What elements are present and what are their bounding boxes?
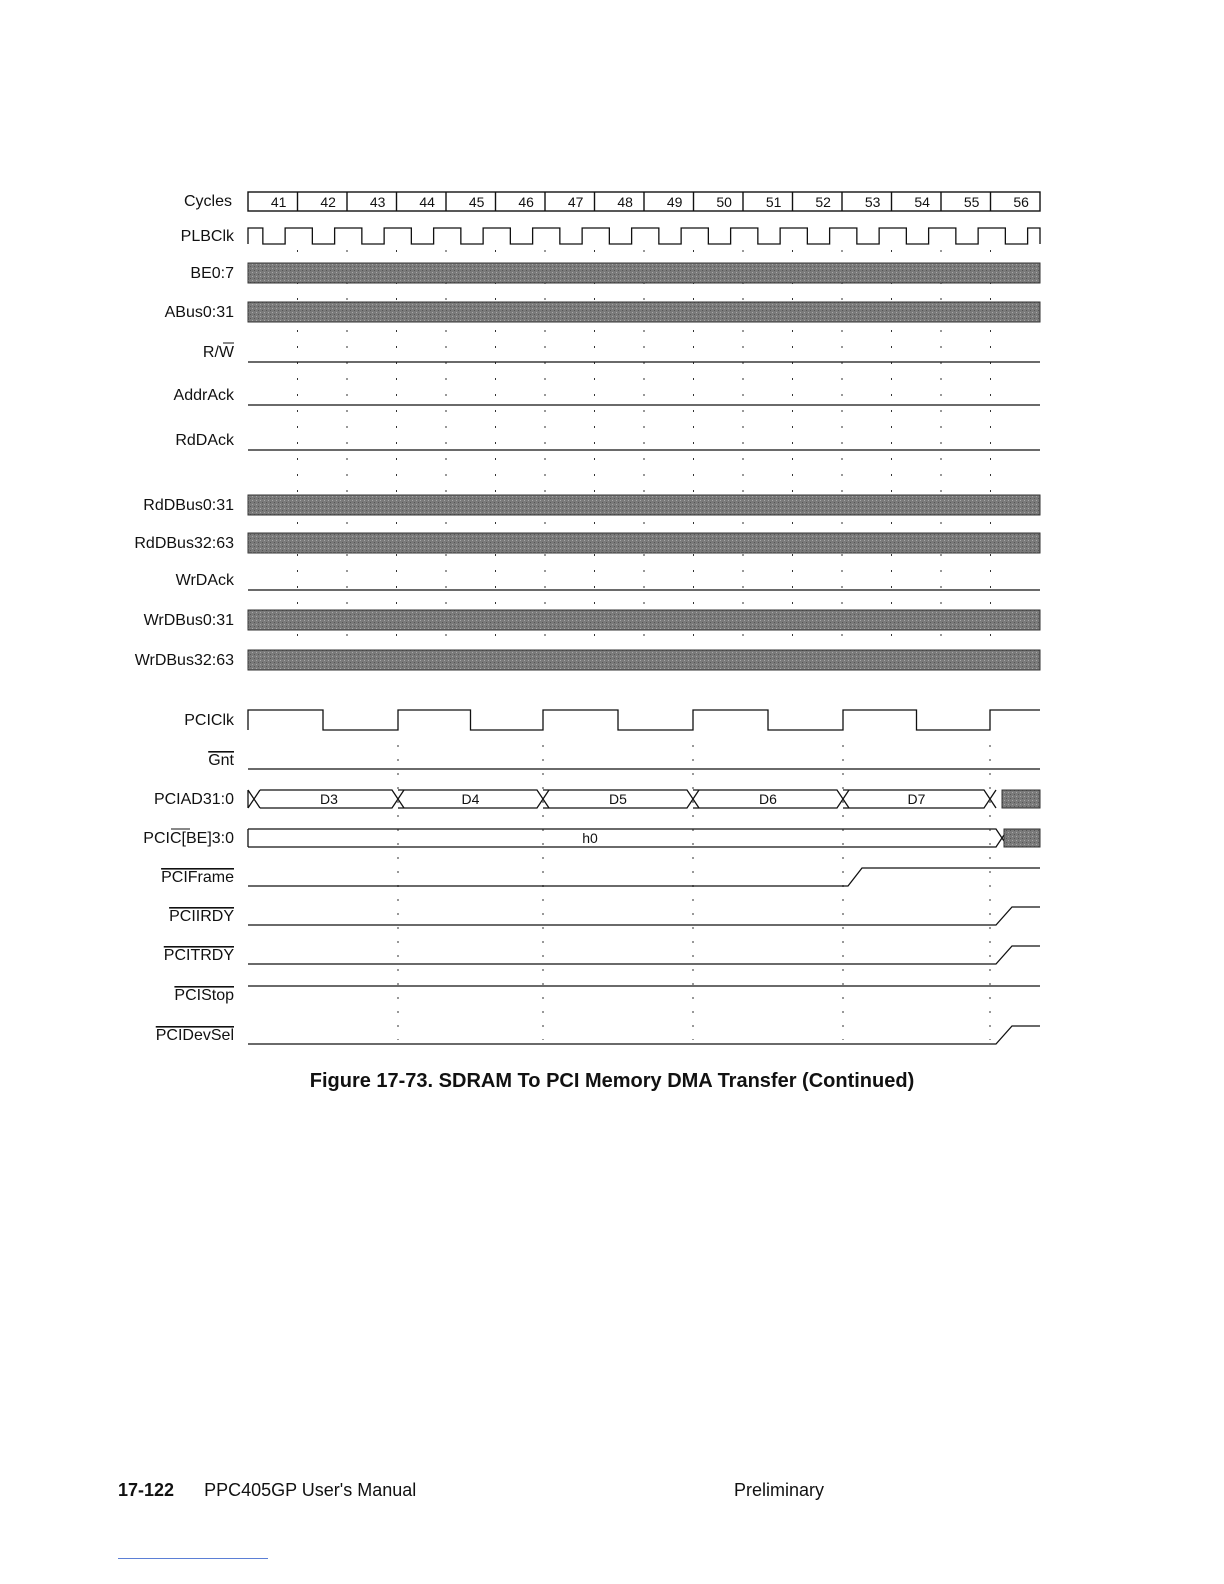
bus-shaded-band [248,263,1040,283]
signal-gnt [208,752,1040,769]
signal-wrdack [176,572,1040,590]
signal-label: PCITRDY [163,947,234,964]
signal-label: Gnt [208,752,234,769]
cycle-number: 44 [419,194,435,210]
signal-rddack [175,432,1040,450]
signal-label: PCIC[BE]3:0 [143,830,234,847]
rise-waveform [248,868,1040,886]
signal-rddbus32-63 [134,533,1040,553]
signal-label: RdDBus0:31 [143,497,234,514]
rise-waveform [248,907,1040,925]
cycle-number: 56 [1013,194,1029,210]
signal-label: PCIFrame [161,869,234,886]
bus-segment [248,829,1008,847]
cycle-number: 52 [815,194,831,210]
cycles-row [184,192,1040,211]
page-number: 17-122 [118,1480,175,1500]
signal-label: PCIClk [184,712,234,729]
signal-pciclk [184,710,1040,730]
signal-label: WrDBus0:31 [143,612,234,629]
bus-value: D7 [907,791,926,807]
clock-waveform [248,228,1040,244]
signal-pcic-be-3-0 [143,829,1040,847]
bus-start [248,790,260,808]
signal-label: BE0:7 [190,265,234,282]
cycle-number: 49 [666,194,683,210]
signal-label: WrDBus32:63 [134,652,234,669]
cycle-number: 55 [963,194,980,210]
footer-left [118,1480,416,1501]
signal-plbclk [181,228,1040,245]
cycles-label: Cycles [183,193,232,210]
bus-shaded-band [248,650,1040,670]
signal-label: RdDBus32:63 [134,535,234,552]
cycle-number: 45 [468,194,485,210]
signal-r-w [203,343,1040,362]
pci-signals [143,710,1040,1044]
bus-value: D6 [759,791,777,807]
cycle-number: 42 [320,194,336,210]
bus-shaded-end [1002,790,1040,808]
signal-label: PCIStop [174,987,234,1004]
rise-waveform [248,946,1040,964]
cycle-number: 54 [914,194,930,210]
cycle-number: 41 [270,194,287,210]
signal-abus0-31 [165,302,1040,322]
signal-pciframe [161,868,1040,886]
signal-addrack [174,387,1040,405]
signal-wrdbus32-63 [135,650,1040,670]
signal-pciirdy [169,907,1040,925]
signal-pcistop [174,986,1040,1004]
signal-label: RdDAck [175,432,234,449]
signal-label: PCIIRDY [169,908,234,925]
signal-label: ABus0:31 [164,304,234,321]
cycle-number: 48 [617,194,633,210]
bus-shaded-band [248,302,1040,322]
signal-label: PCIAD31:0 [153,791,234,808]
footer-rule [118,1558,268,1559]
cycle-number: 43 [369,194,386,210]
cycle-number: 53 [864,194,881,210]
figure-caption: Figure 17-73. SDRAM To PCI Memory DMA Transfer (Continued) [309,1070,915,1092]
signal-wrdbus0-31 [144,610,1040,630]
cycle-number: 46 [518,194,534,210]
cycle-grid [298,250,991,1040]
bus-value: D3 [320,791,338,807]
bus-value: D5 [609,791,627,807]
signal-be0-7 [190,263,1040,283]
cycle-number: 51 [765,194,782,210]
bus-value: h0 [582,830,598,846]
cycle-number: 50 [716,194,732,210]
signal-label: PCIDevSel [155,1027,234,1044]
bus-shaded-end [1004,829,1040,847]
signal-pcitrdy [164,946,1040,964]
footer-status: Preliminary [734,1480,825,1500]
pci-clock-waveform [248,710,1040,730]
plb-signals [134,228,1040,670]
bus-shaded-band [248,533,1040,553]
signal-label: PLBClk [180,228,234,245]
signal-pcidevsel [156,1026,1040,1044]
cycle-number: 47 [567,194,584,210]
bus-shaded-band [248,610,1040,630]
signal-pciad31-0 [154,790,1040,808]
manual-title: PPC405GP User's Manual [204,1480,417,1500]
bus-shaded-band [248,495,1040,515]
signal-rddbus0-31 [143,495,1040,515]
signal-label: R/W [202,344,234,361]
signal-label: AddrAck [173,387,234,404]
bus-value: D4 [461,791,480,807]
signal-label: WrDAck [175,572,234,589]
rise-waveform [248,1026,1040,1044]
